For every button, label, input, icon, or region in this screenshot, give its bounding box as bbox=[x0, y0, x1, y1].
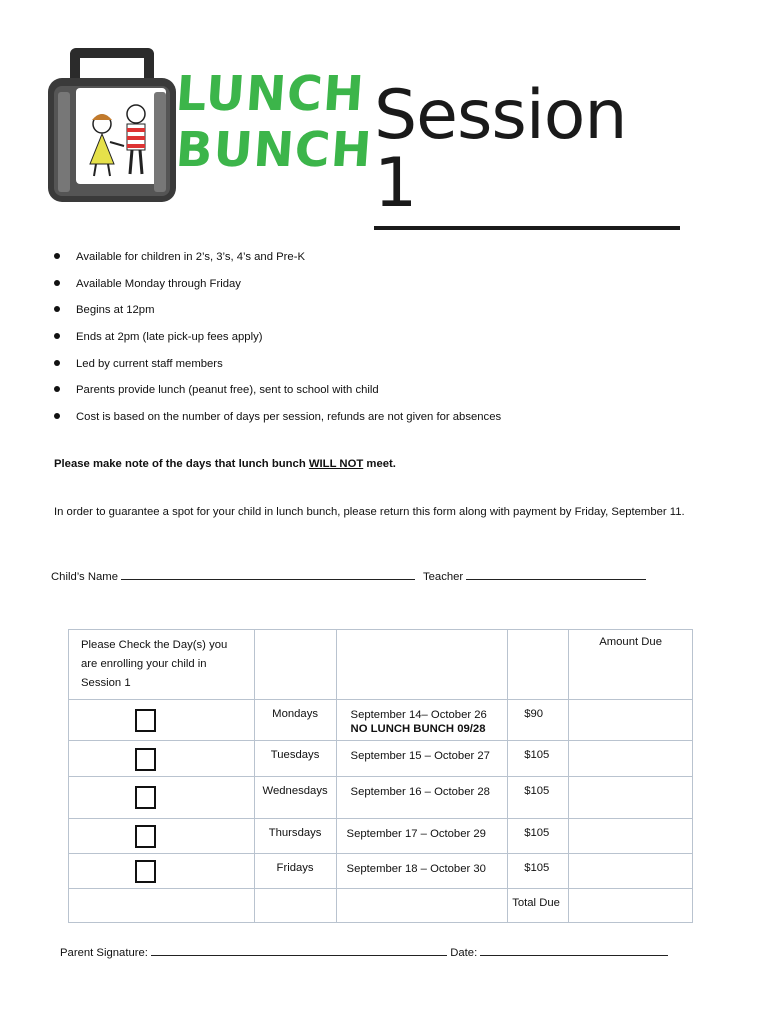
date-range: September 16 – October 28 bbox=[336, 777, 508, 819]
child-name-label: Child’s Name bbox=[51, 571, 118, 583]
no-lunch-note: NO LUNCH BUNCH 09/28 bbox=[350, 723, 486, 735]
bullet-icon bbox=[54, 253, 60, 259]
table-row bbox=[69, 777, 693, 819]
bullet-icon bbox=[54, 333, 60, 339]
day-label: Wednesdays bbox=[254, 777, 336, 819]
header bbox=[0, 0, 770, 230]
total-due-label: Total Due bbox=[508, 889, 569, 923]
day-label: Fridays bbox=[254, 854, 336, 889]
header-check-days: Please Check the Day(s) you are enrolling your child in Session 1 bbox=[69, 630, 255, 700]
amount-due-cell[interactable] bbox=[569, 819, 693, 854]
date-range: September 15 – October 27 bbox=[336, 741, 508, 777]
day-label: Tuesdays bbox=[254, 741, 336, 777]
date-label: Date: bbox=[450, 947, 478, 959]
bullet-icon bbox=[54, 280, 60, 286]
list-item: Begins at 12pm bbox=[50, 301, 730, 328]
header-amount-due: Amount Due bbox=[569, 630, 693, 700]
amount-due-cell[interactable] bbox=[569, 854, 693, 889]
list-item: Cost is based on the number of days per session, refunds are not given for absences bbox=[50, 408, 730, 435]
guarantee-text: In order to guarantee a spot for your child in lunch bunch, please return this form along with payment by Friday, September 11. bbox=[54, 506, 685, 518]
info-bullet-list bbox=[50, 248, 730, 435]
page-title: Session 1 bbox=[374, 82, 680, 230]
date-input-line[interactable] bbox=[480, 945, 668, 956]
teacher-input-line[interactable] bbox=[466, 569, 646, 580]
teacher-label: Teacher bbox=[423, 571, 464, 583]
logo-word-lunch: LUNCH bbox=[174, 66, 367, 122]
lunch-bunch-logo bbox=[174, 64, 375, 184]
price: $105 bbox=[508, 854, 569, 889]
checkbox-tuesdays[interactable] bbox=[135, 748, 156, 771]
table-row bbox=[69, 854, 693, 889]
logo-word-bunch: BUNCH bbox=[174, 122, 375, 178]
bullet-icon bbox=[54, 360, 60, 366]
no-meeting-note: Please make note of the days that lunch bunch WILL NOT meet. bbox=[54, 458, 396, 470]
day-label: Mondays bbox=[254, 700, 336, 741]
child-name-input-line[interactable] bbox=[121, 569, 415, 580]
list-item: Ends at 2pm (late pick-up fees apply) bbox=[50, 328, 730, 355]
lunchbox-illustration bbox=[46, 42, 178, 206]
price: $90 bbox=[508, 700, 569, 741]
total-row bbox=[69, 889, 693, 923]
table-row bbox=[69, 741, 693, 777]
price: $105 bbox=[508, 777, 569, 819]
amount-due-cell[interactable] bbox=[569, 741, 693, 777]
checkbox-fridays[interactable] bbox=[135, 860, 156, 883]
checkbox-thursdays[interactable] bbox=[135, 825, 156, 848]
checkbox-mondays[interactable] bbox=[135, 709, 156, 732]
list-item: Available Monday through Friday bbox=[50, 275, 730, 302]
parent-signature-label: Parent Signature: bbox=[60, 947, 148, 959]
checkbox-wednesdays[interactable] bbox=[135, 786, 156, 809]
list-item: Parents provide lunch (peanut free), sent to school with child bbox=[50, 381, 730, 408]
table-row bbox=[69, 819, 693, 854]
price: $105 bbox=[508, 741, 569, 777]
total-due-cell[interactable] bbox=[569, 889, 693, 923]
bullet-icon bbox=[54, 306, 60, 312]
table-row bbox=[69, 700, 693, 741]
signature-line bbox=[60, 945, 668, 959]
amount-due-cell[interactable] bbox=[569, 777, 693, 819]
list-item: Led by current staff members bbox=[50, 355, 730, 382]
teacher-field-group bbox=[423, 569, 646, 583]
child-name-field-group bbox=[51, 569, 415, 583]
parent-signature-input-line[interactable] bbox=[151, 945, 447, 956]
date-range: September 17 – October 29 bbox=[336, 819, 508, 854]
bullet-icon bbox=[54, 386, 60, 392]
date-range: September 18 – October 30 bbox=[336, 854, 508, 889]
enrollment-table bbox=[68, 629, 693, 923]
price: $105 bbox=[508, 819, 569, 854]
table-header-row bbox=[69, 630, 693, 700]
bullet-icon bbox=[54, 413, 60, 419]
will-not-emphasis: WILL NOT bbox=[308, 458, 364, 470]
date-range: September 14– October 26 bbox=[350, 709, 487, 721]
list-item: Available for children in 2’s, 3’s, 4’s and Pre-K bbox=[50, 248, 730, 275]
amount-due-cell[interactable] bbox=[569, 700, 693, 741]
day-label: Thursdays bbox=[254, 819, 336, 854]
